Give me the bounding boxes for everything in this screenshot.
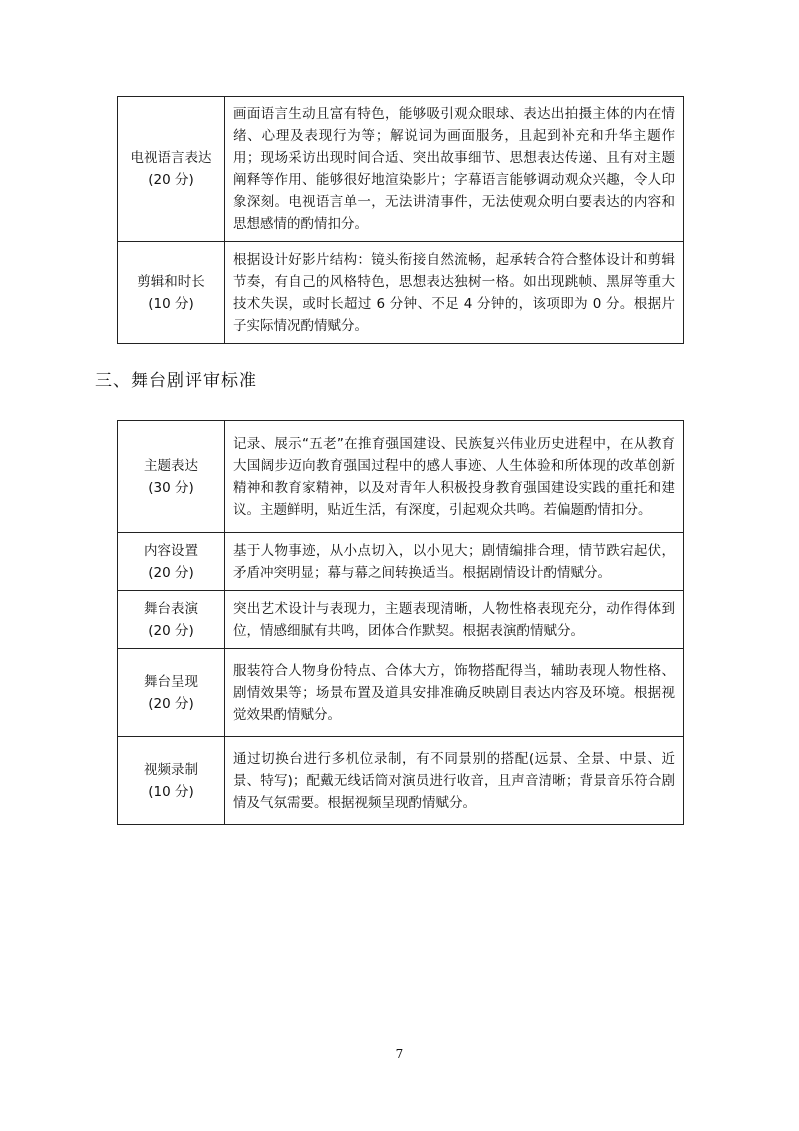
criterion-name: 舞台表演	[144, 600, 198, 617]
table-row	[118, 242, 684, 344]
criterion-points: (10 分)	[148, 295, 194, 312]
table-row	[118, 421, 684, 533]
criterion-name: 剪辑和时长	[137, 273, 205, 290]
criterion-points: (20 分)	[148, 622, 194, 639]
criterion-cell	[118, 591, 225, 649]
table-row	[118, 649, 684, 737]
criterion-cell	[118, 737, 225, 825]
criterion-cell	[118, 649, 225, 737]
criterion-cell	[118, 97, 225, 242]
criterion-description: 通过切换台进行多机位录制，有不同景别的搭配(远景、全景、中景、近景、特写)；配戴无线话筒对演员进行收音，且声音清晰；背景音乐符合剧情及气氛需要。根据视频呈现酌情赋分。	[225, 737, 684, 825]
tv-criteria-table	[117, 96, 684, 344]
criterion-cell	[118, 421, 225, 533]
criterion-name: 舞台呈现	[144, 673, 198, 690]
criterion-description: 记录、展示“五老”在推育强国建设、民族复兴伟业历史进程中，在从教育大国阔步迈向教育强国过程中的感人事迹、人生体验和所体现的改革创新精神和教育家精神，以及对青年人积极投身教育强国建设实践的重托和建议。主题鲜明，贴近生活，有深度，引起观众共鸣。若偏题酌情扣分。	[225, 421, 684, 533]
criterion-points: (20 分)	[148, 564, 194, 581]
stage-play-criteria-table	[117, 420, 684, 825]
criterion-description: 服装符合人物身份特点、合体大方，饰物搭配得当，辅助表现人物性格、剧情效果等；场景布置及道具安排准确反映剧目表达内容及环境。根据视觉效果酌情赋分。	[225, 649, 684, 737]
criterion-description: 画面语言生动且富有特色，能够吸引观众眼球、表达出拍摄主体的内在情绪、心理及表现行为等；解说词为画面服务，且起到补充和升华主题作用；现场采访出现时间合适、突出故事细节、思想表达传递、且有对主题阐释等作用、能够很好地渲染影片；字幕语言能够调动观众兴趣，令人印象深刻。电视语言单一，无法讲清事件，无法使观众明白要表达的内容和思想感情的酌情扣分。	[225, 97, 684, 242]
table-row	[118, 533, 684, 591]
criterion-name: 内容设置	[144, 542, 198, 559]
criterion-description: 基于人物事迹，从小点切入，以小见大；剧情编排合理，情节跌宕起伏，矛盾冲突明显；幕与幕之间转换适当。根据剧情设计酌情赋分。	[225, 533, 684, 591]
criterion-cell	[118, 533, 225, 591]
criterion-points: (20 分)	[148, 172, 194, 188]
table-row	[118, 737, 684, 825]
criterion-points: (10 分)	[148, 783, 194, 800]
criterion-name: 主题表达	[144, 457, 198, 474]
table-row	[118, 591, 684, 649]
page-number: 7	[395, 1047, 404, 1061]
criterion-points: (30 分)	[148, 479, 194, 496]
criterion-name: 电视语言表达	[130, 150, 212, 166]
criterion-description: 突出艺术设计与表现力，主题表现清晰，人物性格表现充分，动作得体到位，情感细腻有共鸣，团体合作默契。根据表演酌情赋分。	[225, 591, 684, 649]
criterion-description: 根据设计好影片结构：镜头衔接自然流畅，起承转合符合整体设计和剪辑节奏，有自己的风格特色，思想表达独树一格。如出现跳帧、黑屏等重大技术失误，或时长超过 6 分钟、不足 4 分钟的，该项即为 0 分。根据片子实际情况酌情赋分。	[225, 242, 684, 344]
section-heading: 三、舞台剧评审标准	[95, 371, 257, 391]
table-row	[118, 97, 684, 242]
criterion-points: (20 分)	[148, 695, 194, 712]
criterion-cell	[118, 242, 225, 344]
criterion-name: 视频录制	[144, 761, 198, 778]
